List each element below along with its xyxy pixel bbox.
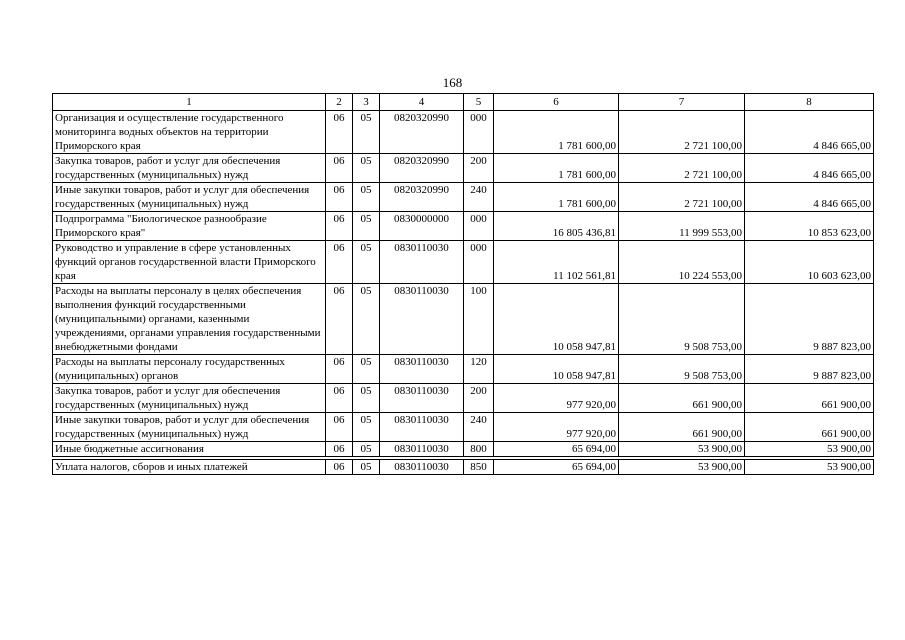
target-article-cell: 0830000000 [380, 212, 464, 241]
amount-col8-cell: 661 900,00 [745, 384, 874, 413]
table-row [53, 413, 874, 442]
amount-col8-cell: 10 853 623,00 [745, 212, 874, 241]
amount-col8-cell: 9 887 823,00 [745, 284, 874, 355]
expense-type-cell: 000 [464, 212, 494, 241]
amount-col8-cell: 9 887 823,00 [745, 355, 874, 384]
row-name-cell: Уплата налогов, сборов и иных платежей [53, 460, 326, 475]
row-name-cell: Закупка товаров, работ и услуг для обеспечения государственных (муниципальных) нужд [53, 154, 326, 183]
subsection-code-cell: 05 [353, 355, 380, 384]
amount-col7-cell: 9 508 753,00 [619, 355, 745, 384]
row-name-cell: Иные бюджетные ассигнования [53, 442, 326, 457]
subsection-code-cell: 05 [353, 413, 380, 442]
amount-col7-cell: 661 900,00 [619, 384, 745, 413]
subsection-code-cell: 05 [353, 111, 380, 154]
amount-col6-cell: 977 920,00 [494, 413, 619, 442]
table-row [53, 154, 874, 183]
amount-col6-cell: 65 694,00 [494, 460, 619, 475]
target-article-cell: 0830110030 [380, 241, 464, 284]
column-header: 6 [494, 94, 619, 111]
amount-col6-cell: 11 102 561,81 [494, 241, 619, 284]
amount-col7-cell: 2 721 100,00 [619, 111, 745, 154]
header-row [53, 94, 874, 111]
subsection-code-cell: 05 [353, 241, 380, 284]
amount-col6-cell: 1 781 600,00 [494, 154, 619, 183]
target-article-cell: 0820320990 [380, 183, 464, 212]
table-row [53, 241, 874, 284]
target-article-cell: 0830110030 [380, 284, 464, 355]
page-number: 168 [442, 75, 463, 90]
row-name-cell: Расходы на выплаты персоналу государственных (муниципальных) органов [53, 355, 326, 384]
budget-table [52, 93, 874, 475]
subsection-code-cell: 05 [353, 183, 380, 212]
row-name-cell: Закупка товаров, работ и услуг для обеспечения государственных (муниципальных) нужд [53, 384, 326, 413]
subsection-code-cell: 05 [353, 442, 380, 457]
amount-col8-cell: 4 846 665,00 [745, 154, 874, 183]
row-name-cell: Руководство и управление в сфере установленных функций органов государственной власти Приморского края [53, 241, 326, 284]
row-name-cell: Иные закупки товаров, работ и услуг для обеспечения государственных (муниципальных) нужд [53, 413, 326, 442]
amount-col8-cell: 10 603 623,00 [745, 241, 874, 284]
subsection-code-cell: 05 [353, 460, 380, 475]
target-article-cell: 0820320990 [380, 111, 464, 154]
expense-type-cell: 240 [464, 183, 494, 212]
expense-type-cell: 240 [464, 413, 494, 442]
section-code-cell: 06 [326, 284, 353, 355]
expense-type-cell: 850 [464, 460, 494, 475]
column-header: 1 [53, 94, 326, 111]
amount-col6-cell: 1 781 600,00 [494, 183, 619, 212]
expense-type-cell: 100 [464, 284, 494, 355]
subsection-code-cell: 05 [353, 284, 380, 355]
row-name-cell: Подпрограмма "Биологическое разнообразие Приморского края" [53, 212, 326, 241]
amount-col6-cell: 10 058 947,81 [494, 355, 619, 384]
column-header: 3 [353, 94, 380, 111]
column-header: 8 [745, 94, 874, 111]
target-article-cell: 0820320990 [380, 154, 464, 183]
row-name-cell: Иные закупки товаров, работ и услуг для обеспечения государственных (муниципальных) нужд [53, 183, 326, 212]
row-name-cell: Расходы на выплаты персоналу в целях обеспечения выполнения функций государственными (муниципальными) органами, казенными учреждениями, органами управления государственными внебюджетными фондами [53, 284, 326, 355]
section-code-cell: 06 [326, 154, 353, 183]
column-header: 5 [464, 94, 494, 111]
amount-col7-cell: 2 721 100,00 [619, 183, 745, 212]
amount-col6-cell: 977 920,00 [494, 384, 619, 413]
table-row [53, 355, 874, 384]
section-code-cell: 06 [326, 111, 353, 154]
expense-type-cell: 000 [464, 111, 494, 154]
amount-col7-cell: 2 721 100,00 [619, 154, 745, 183]
amount-col6-cell: 65 694,00 [494, 442, 619, 457]
subsection-code-cell: 05 [353, 154, 380, 183]
table-row [53, 284, 874, 355]
amount-col7-cell: 53 900,00 [619, 442, 745, 457]
section-code-cell: 06 [326, 241, 353, 284]
amount-col7-cell: 661 900,00 [619, 413, 745, 442]
amount-col8-cell: 4 846 665,00 [745, 183, 874, 212]
target-article-cell: 0830110030 [380, 413, 464, 442]
expense-type-cell: 200 [464, 154, 494, 183]
amount-col8-cell: 53 900,00 [745, 442, 874, 457]
expense-type-cell: 000 [464, 241, 494, 284]
target-article-cell: 0830110030 [380, 355, 464, 384]
row-name-cell: Организация и осуществление государственного мониторинга водных объектов на территории Приморского края [53, 111, 326, 154]
column-header: 2 [326, 94, 353, 111]
section-code-cell: 06 [326, 460, 353, 475]
table-row [53, 212, 874, 241]
amount-col6-cell: 1 781 600,00 [494, 111, 619, 154]
section-code-cell: 06 [326, 212, 353, 241]
column-header: 4 [380, 94, 464, 111]
amount-col8-cell: 4 846 665,00 [745, 111, 874, 154]
table-row [53, 460, 874, 475]
amount-col7-cell: 11 999 553,00 [619, 212, 745, 241]
section-code-cell: 06 [326, 413, 353, 442]
expense-type-cell: 200 [464, 384, 494, 413]
section-code-cell: 06 [326, 384, 353, 413]
table-row [53, 183, 874, 212]
expense-type-cell: 800 [464, 442, 494, 457]
target-article-cell: 0830110030 [380, 384, 464, 413]
section-code-cell: 06 [326, 355, 353, 384]
section-code-cell: 06 [326, 442, 353, 457]
amount-col8-cell: 53 900,00 [745, 460, 874, 475]
expense-type-cell: 120 [464, 355, 494, 384]
amount-col7-cell: 53 900,00 [619, 460, 745, 475]
section-code-cell: 06 [326, 183, 353, 212]
subsection-code-cell: 05 [353, 212, 380, 241]
amount-col7-cell: 10 224 553,00 [619, 241, 745, 284]
target-article-cell: 0830110030 [380, 460, 464, 475]
amount-col7-cell: 9 508 753,00 [619, 284, 745, 355]
amount-col6-cell: 10 058 947,81 [494, 284, 619, 355]
subsection-code-cell: 05 [353, 384, 380, 413]
table-row [53, 384, 874, 413]
table-row [53, 111, 874, 154]
amount-col6-cell: 16 805 436,81 [494, 212, 619, 241]
table-body [53, 111, 874, 475]
amount-col8-cell: 661 900,00 [745, 413, 874, 442]
table-row [53, 442, 874, 457]
target-article-cell: 0830110030 [380, 442, 464, 457]
column-header: 7 [619, 94, 745, 111]
